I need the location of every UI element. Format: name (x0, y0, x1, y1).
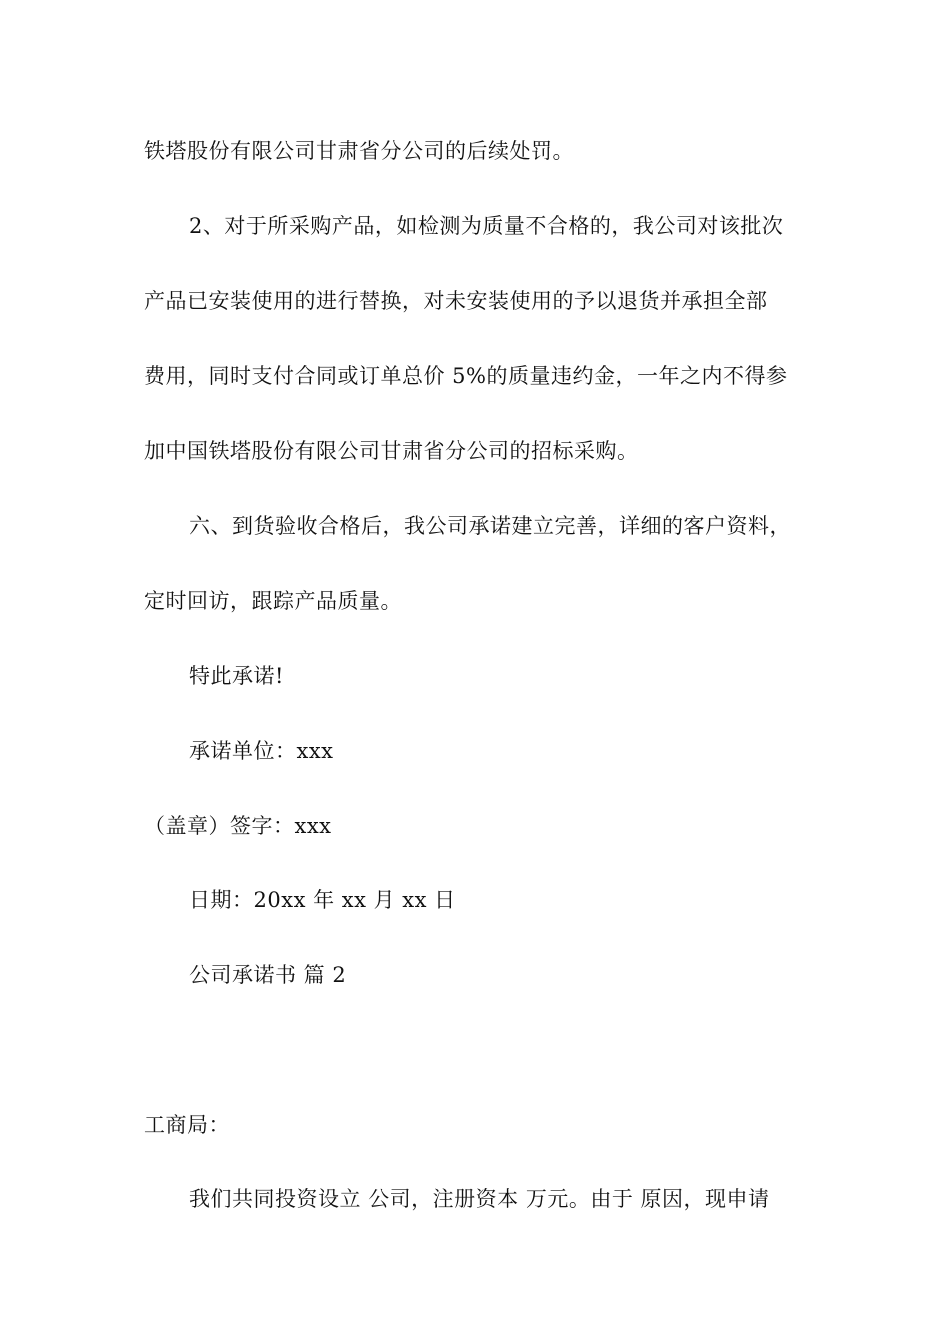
paragraph-line-1: 铁塔股份有限公司甘肃省分公司的后续处罚。 (144, 139, 574, 163)
clause-6-line-2: 定时回访，跟踪产品质量。 (144, 589, 402, 613)
clause-2-line-1: 2、对于所采购产品，如检测为质量不合格的，我公司对该批次 (189, 214, 784, 238)
clause-6-line-1: 六、到货验收合格后，我公司承诺建立完善，详细的客户资料， (189, 514, 791, 538)
date-line: 日期：20xx 年 xx 月 xx 日 (189, 888, 456, 912)
addressee: 工商局： (144, 1113, 230, 1137)
clause-2-line-4: 加中国铁塔股份有限公司甘肃省分公司的招标采购。 (144, 439, 639, 463)
closing-statement: 特此承诺! (189, 664, 284, 688)
section-title: 公司承诺书 篇 2 (189, 963, 347, 987)
committing-unit: 承诺单位：xxx (189, 739, 334, 763)
seal-signature: （盖章）签字：xxx (144, 814, 332, 838)
clause-2-line-3: 费用，同时支付合同或订单总价 5%的质量违约金，一年之内不得参 (144, 364, 788, 388)
body-paragraph-line-1: 我们共同投资设立 公司，注册资本 万元。由于 原因，现申请 (189, 1187, 770, 1211)
clause-2-line-2: 产品已安装使用的进行替换，对未安装使用的予以退货并承担全部 (144, 289, 768, 313)
